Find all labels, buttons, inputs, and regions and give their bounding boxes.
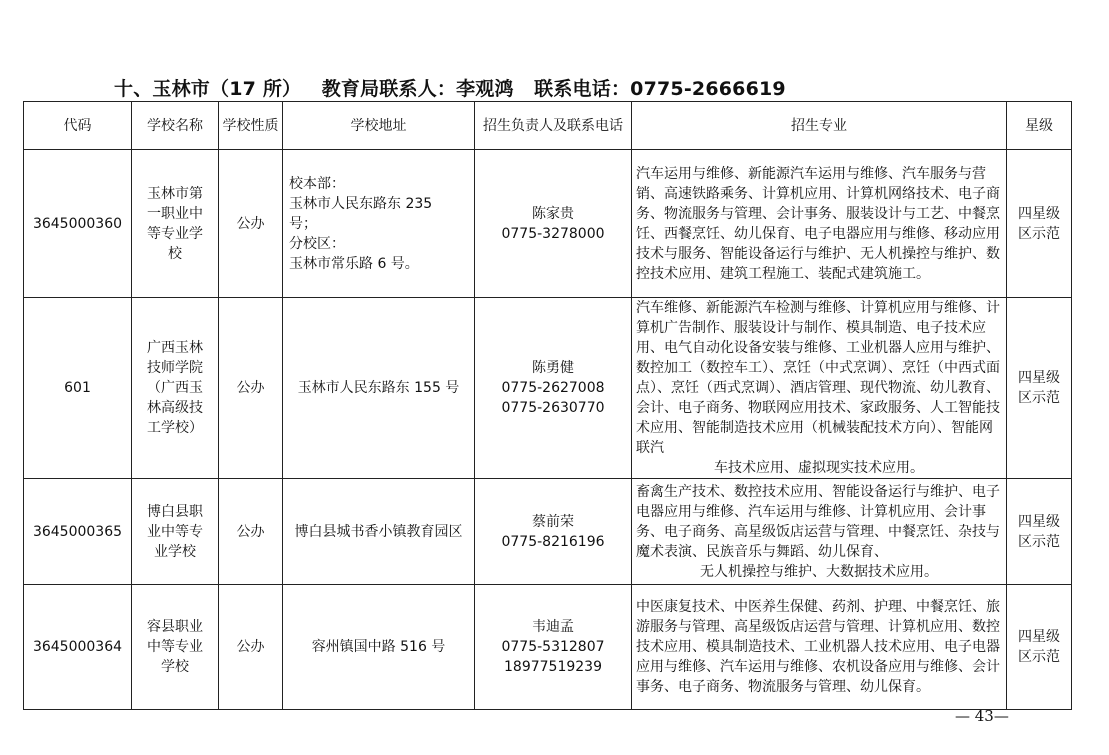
table-header-row <box>24 102 1072 150</box>
cell-school-name: 博白县职业中等专业学校 <box>132 479 219 585</box>
header-address: 学校地址 <box>283 102 475 150</box>
cell-address <box>283 298 475 479</box>
address-line: 玉林市常乐路 6 号。 <box>289 255 419 272</box>
contact-phone: 18977519239 <box>504 659 602 675</box>
cell-majors <box>632 479 1007 585</box>
majors-text: 畜禽生产技术、数控技术应用、智能设备运行与维护、电子电器应用与维修、汽车运用与维修、计算机应用、会计事务、电子商务、高星级饭店运营与管理、中餐烹饪、杂技与魔术表演、民族音乐与舞蹈、幼儿保育、 <box>636 483 1000 560</box>
section-heading: 十、玉林市（17 所） 教育局联系人：李观鸿 联系电话：0775-2666619 <box>114 78 786 100</box>
cell-majors <box>632 150 1007 298</box>
cell-school-name: 广西玉林技师学院（广西玉林高级技工学校） <box>132 298 219 479</box>
contact-phone: 0775-2630770 <box>501 400 605 416</box>
cell-school-type: 公办 <box>219 150 283 298</box>
contact-person: 陈家贵 <box>532 205 574 222</box>
cell-contact <box>475 585 632 710</box>
cell-school-name: 容县职业中等专业学校 <box>132 585 219 710</box>
cell-contact <box>475 150 632 298</box>
address-line: 容州镇国中路 516 号 <box>311 639 446 655</box>
contact-person: 陈勇健 <box>532 360 574 376</box>
contact-phone: 0775-2627008 <box>501 380 605 396</box>
cell-school-type: 公办 <box>219 585 283 710</box>
cell-majors <box>632 298 1007 479</box>
cell-school-type: 公办 <box>219 479 283 585</box>
header-code: 代码 <box>24 102 132 150</box>
cell-contact <box>475 479 632 585</box>
majors-text: 汽车运用与维修、新能源汽车运用与维修、汽车服务与营销、高速铁路乘务、计算机应用、计算机网络技术、电子商务、物流服务与管理、会计事务、服装设计与工艺、中餐烹饪、西餐烹饪、幼儿保育、电子电器应用与维修、移动应用技术与服务、智能设备运行与维护、无人机操控与维护、数控技术应用、建筑工程施工、装配式建筑施工。 <box>636 165 1000 282</box>
cell-address <box>283 585 475 710</box>
contact-person: 蔡前荣 <box>532 513 574 530</box>
cell-star: 四星级区示范 <box>1007 150 1072 298</box>
page-number: — 43— <box>955 707 1009 725</box>
address-line: 分校区： <box>289 235 345 252</box>
address-line: 校本部： <box>289 175 345 192</box>
header-star: 星级 <box>1007 102 1072 150</box>
cell-code: 3645000360 <box>24 150 132 298</box>
header-majors: 招生专业 <box>632 102 1007 150</box>
header-school-name: 学校名称 <box>132 102 219 150</box>
majors-text: 汽车维修、新能源汽车检测与维修、计算机应用与维修、计算机广告制作、服装设计与制作、模具制造、电子技术应用、电气自动化设备安装与维修、工业机器人应用与维护、数控加工（数控车工）、烹饪（中式烹调）、烹饪（中西式面点）、烹饪（西式烹调）、酒店管理、现代物流、幼儿教育、会计、电子商务、物联网应用技术、家政服务、人工智能技术应用、智能制造技术应用（机械装配技术方向）、智能网联汽 <box>636 300 1000 456</box>
cell-star: 四星级区示范 <box>1007 585 1072 710</box>
table-row <box>24 585 1072 710</box>
table-row <box>24 150 1072 298</box>
contact-phone: 0775-5312807 <box>501 639 605 655</box>
majors-text-end: 无人机操控与维护、大数据技术应用。 <box>700 563 938 580</box>
cell-star: 四星级区示范 <box>1007 298 1072 479</box>
address-line: 玉林市人民东路东 235 <box>289 195 433 212</box>
cell-majors <box>632 585 1007 710</box>
contact-person: 韦迪孟 <box>532 619 574 635</box>
cell-code: 601 <box>24 298 132 479</box>
address-line: 号； <box>289 215 317 232</box>
school-table <box>23 101 1072 710</box>
cell-code: 3645000365 <box>24 479 132 585</box>
table-row <box>24 479 1072 585</box>
header-school-type: 学校性质 <box>219 102 283 150</box>
majors-text: 中医康复技术、中医养生保健、药剂、护理、中餐烹饪、旅游服务与管理、高星级饭店运营与管理、计算机应用、数控技术应用、模具制造技术、工业机器人技术应用、电子电器应用与维修、汽车运用与维修、农机设备应用与维修、会计事务、电子商务、物流服务与管理、幼儿保育。 <box>636 599 1000 695</box>
address-line: 博白县城书香小镇教育园区 <box>294 523 463 540</box>
majors-text-end: 车技术应用、虚拟现实技术应用。 <box>714 460 924 476</box>
cell-school-type: 公办 <box>219 298 283 479</box>
cell-school-name: 玉林市第一职业中等专业学校 <box>132 150 219 298</box>
cell-contact <box>475 298 632 479</box>
cell-code: 3645000364 <box>24 585 132 710</box>
table-row <box>24 298 1072 479</box>
contact-phone: 0775-8216196 <box>501 533 605 550</box>
header-contact: 招生负责人及联系电话 <box>475 102 632 150</box>
cell-star: 四星级区示范 <box>1007 479 1072 585</box>
cell-address <box>283 479 475 585</box>
contact-phone: 0775-3278000 <box>501 225 605 242</box>
cell-address <box>283 150 475 298</box>
address-line: 玉林市人民东路东 155 号 <box>297 380 460 396</box>
